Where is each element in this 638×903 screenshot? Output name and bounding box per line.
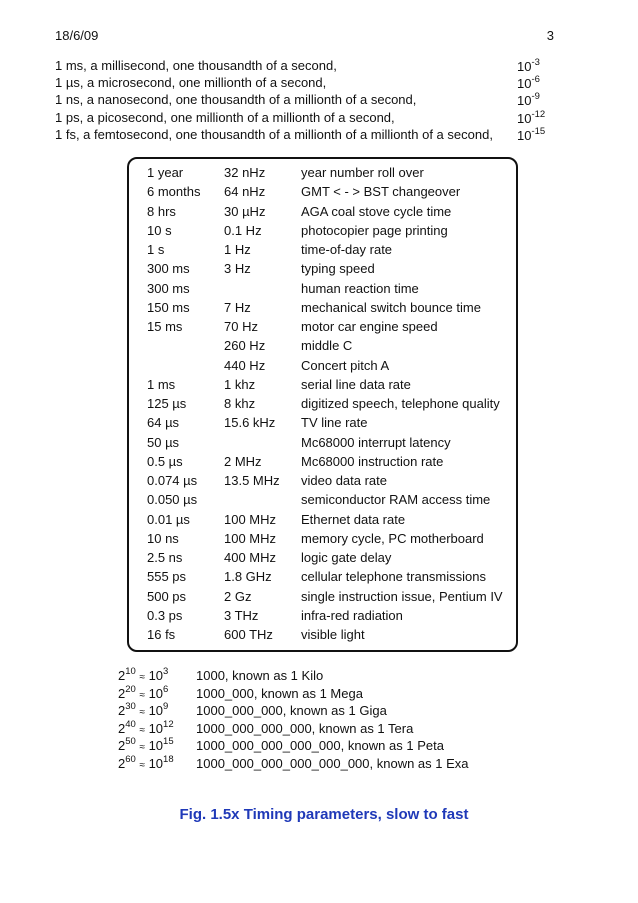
description-cell: photocopier page printing xyxy=(301,222,448,238)
unit-row xyxy=(55,74,561,91)
power-row xyxy=(118,737,469,755)
description-cell: Ethernet data rate xyxy=(301,511,406,527)
description-cell: cellular telephone transmissions xyxy=(301,569,486,585)
period-cell: 1 year xyxy=(147,165,184,180)
frequency-cell: 2 MHz xyxy=(224,453,262,469)
description-cell: AGA coal stove cycle time xyxy=(301,203,452,219)
power-equivalence xyxy=(118,755,196,774)
power-base: 10 xyxy=(517,93,532,109)
approx-symbol: ≈ xyxy=(139,672,145,683)
frequency-cell: 15.6 kHz xyxy=(224,415,276,431)
description-cell: GMT < - > BST changeover xyxy=(301,184,461,200)
frequency-cell: 100 MHz xyxy=(224,511,277,527)
power-exponent: -3 xyxy=(531,57,540,68)
power-description: 1000_000_000_000_000, known as 1 Peta xyxy=(196,738,444,754)
base-ten-exponent: 18 xyxy=(163,753,174,765)
power-exponent: -9 xyxy=(531,91,540,103)
unit-power xyxy=(517,75,540,92)
base-ten-exponent: 3 xyxy=(163,666,169,677)
description-cell: visible light xyxy=(301,627,365,642)
frequency-cell: 13.5 MHz xyxy=(224,473,280,488)
base-two: 2 xyxy=(118,755,126,771)
period-cell: 0.01 µs xyxy=(147,511,190,527)
period-cell: 15 ms xyxy=(147,319,183,334)
base-ten: 10 xyxy=(148,720,164,736)
base-two: 2 xyxy=(118,720,126,736)
power-exponent: -15 xyxy=(531,125,546,137)
frequency-cell: 3 THz xyxy=(224,607,259,623)
base-two-exponent: 50 xyxy=(125,736,136,748)
base-two: 2 xyxy=(118,668,126,683)
description-cell: video data rate xyxy=(301,473,388,488)
period-cell: 0.5 µs xyxy=(147,453,183,469)
unit-power xyxy=(517,92,540,109)
power-exponent: -6 xyxy=(531,74,540,86)
power-base: 10 xyxy=(517,110,532,126)
approx-symbol: ≈ xyxy=(139,707,145,719)
power-row xyxy=(118,702,469,720)
power-row xyxy=(118,720,469,738)
frequency-cell: 64 nHz xyxy=(224,184,266,200)
unit-row xyxy=(55,126,561,143)
period-cell: 1 ms xyxy=(147,376,176,392)
description-cell: Mc68000 interrupt latency xyxy=(301,434,451,450)
frequency-cell: 32 nHz xyxy=(224,165,266,180)
base-ten-exponent: 9 xyxy=(163,701,169,713)
description-cell: typing speed xyxy=(301,261,375,277)
unit-definitions xyxy=(55,57,561,143)
unit-description: 1 µs, a microsecond, one millionth of a second, xyxy=(55,75,327,91)
unit-power xyxy=(517,110,545,127)
period-cell: 16 fs xyxy=(147,627,176,642)
unit-description: 1 ns, a nanosecond, one thousandth of a millionth of a second, xyxy=(55,92,417,108)
base-ten: 10 xyxy=(148,755,164,771)
power-row xyxy=(118,667,469,685)
frequency-cell: 3 Hz xyxy=(224,261,251,277)
period-cell: 150 ms xyxy=(147,299,190,315)
period-cell: 1 s xyxy=(147,242,165,257)
frequency-cell: 400 MHz xyxy=(224,550,277,565)
figure-caption: Fig. 1.5x Timing parameters, slow to fast xyxy=(179,806,469,823)
description-cell: middle C xyxy=(301,338,353,354)
base-ten-exponent: 15 xyxy=(163,736,174,748)
unit-power xyxy=(517,58,540,75)
base-two-exponent: 10 xyxy=(125,666,136,677)
base-ten: 10 xyxy=(148,685,164,701)
period-cell: 555 ps xyxy=(147,569,187,585)
frequency-cell: 2 Gz xyxy=(224,588,252,604)
description-cell: single instruction issue, Pentium IV xyxy=(301,588,503,604)
description-cell: infra-red radiation xyxy=(301,607,403,623)
description-cell: human reaction time xyxy=(301,280,419,296)
frequency-cell: 260 Hz xyxy=(224,338,266,354)
power-description: 1000, known as 1 Kilo xyxy=(196,668,324,683)
description-cell: mechanical switch bounce time xyxy=(301,299,481,315)
power-base: 10 xyxy=(517,76,532,92)
base-ten: 10 xyxy=(148,668,164,683)
frequency-cell: 100 MHz xyxy=(224,530,277,546)
power-row xyxy=(118,685,469,703)
period-cell: 6 months xyxy=(147,184,201,200)
description-cell: year number roll over xyxy=(301,165,424,180)
period-cell: 2.5 ns xyxy=(147,550,183,565)
period-cell: 0.074 µs xyxy=(147,473,198,488)
frequency-cell: 8 khz xyxy=(224,396,256,411)
power-description: 1000_000, known as 1 Mega xyxy=(196,685,363,701)
period-cell: 10 s xyxy=(147,222,172,238)
approx-symbol: ≈ xyxy=(139,759,145,771)
period-cell: 50 µs xyxy=(147,434,180,450)
approx-symbol: ≈ xyxy=(139,689,145,701)
power-description: 1000_000_000_000_000_000, known as 1 Exa xyxy=(196,755,469,771)
power-description: 1000_000_000_000, known as 1 Tera xyxy=(196,720,414,736)
page-number: 3 xyxy=(546,28,554,43)
base-two: 2 xyxy=(118,703,126,719)
base-ten: 10 xyxy=(148,703,164,719)
base-two-exponent: 20 xyxy=(125,683,136,695)
description-cell: Mc68000 instruction rate xyxy=(301,453,444,469)
description-cell: digitized speech, telephone quality xyxy=(301,396,500,411)
period-cell: 0.3 ps xyxy=(147,607,183,623)
unit-row xyxy=(55,109,561,126)
description-cell: motor car engine speed xyxy=(301,319,438,334)
base-ten-exponent: 12 xyxy=(163,718,174,730)
unit-row xyxy=(55,91,561,108)
description-cell: time-of-day rate xyxy=(301,242,393,257)
description-cell: logic gate delay xyxy=(301,550,392,565)
period-cell: 300 ms xyxy=(147,280,190,296)
period-cell: 8 hrs xyxy=(147,203,176,219)
period-cell: 64 µs xyxy=(147,415,180,431)
frequency-cell: 600 THz xyxy=(224,627,273,642)
base-two: 2 xyxy=(118,685,126,701)
description-cell: memory cycle, PC motherboard xyxy=(301,530,484,546)
base-two-exponent: 40 xyxy=(125,718,136,730)
power-of-two-list xyxy=(118,667,469,773)
frequency-cell: 0.1 Hz xyxy=(224,222,262,238)
unit-power xyxy=(517,127,545,144)
unit-row xyxy=(55,57,561,74)
description-cell: serial line data rate xyxy=(301,376,411,392)
period-cell: 0.050 µs xyxy=(147,492,198,508)
frequency-cell: 1.8 GHz xyxy=(224,569,272,585)
base-ten: 10 xyxy=(148,738,164,754)
unit-description: 1 ps, a picosecond, one millionth of a millionth of a second, xyxy=(55,109,395,125)
base-two: 2 xyxy=(118,738,126,754)
power-description: 1000_000_000, known as 1 Giga xyxy=(196,703,387,719)
description-cell: TV line rate xyxy=(301,415,368,431)
period-cell: 500 ps xyxy=(147,588,187,604)
frequency-cell: 1 Hz xyxy=(224,242,251,257)
approx-symbol: ≈ xyxy=(139,724,145,736)
power-base: 10 xyxy=(517,127,532,143)
period-cell: 300 ms xyxy=(147,261,190,277)
frequency-cell: 7 Hz xyxy=(224,299,251,315)
period-cell: 125 µs xyxy=(147,396,187,411)
header-date: 18/6/09 xyxy=(55,28,99,43)
frequency-cell: 1 khz xyxy=(224,376,256,392)
approx-symbol: ≈ xyxy=(139,742,145,754)
unit-description: 1 fs, a femtosecond, one thousandth of a millionth of a millionth of a second, xyxy=(55,126,493,142)
power-exponent: -12 xyxy=(531,108,546,120)
power-base: 10 xyxy=(517,59,532,74)
period-cell: 10 ns xyxy=(147,530,179,546)
frequency-cell: 440 Hz xyxy=(224,357,266,373)
frequency-cell: 30 µHz xyxy=(224,203,266,219)
description-cell: semiconductor RAM access time xyxy=(301,492,491,508)
unit-description: 1 ms, a millisecond, one thousandth of a second, xyxy=(55,58,337,73)
base-two-exponent: 60 xyxy=(125,753,136,765)
frequency-cell: 70 Hz xyxy=(224,319,258,334)
base-two-exponent: 30 xyxy=(125,701,136,713)
base-ten-exponent: 6 xyxy=(163,683,169,695)
power-row xyxy=(118,755,469,773)
description-cell: Concert pitch A xyxy=(301,357,390,373)
